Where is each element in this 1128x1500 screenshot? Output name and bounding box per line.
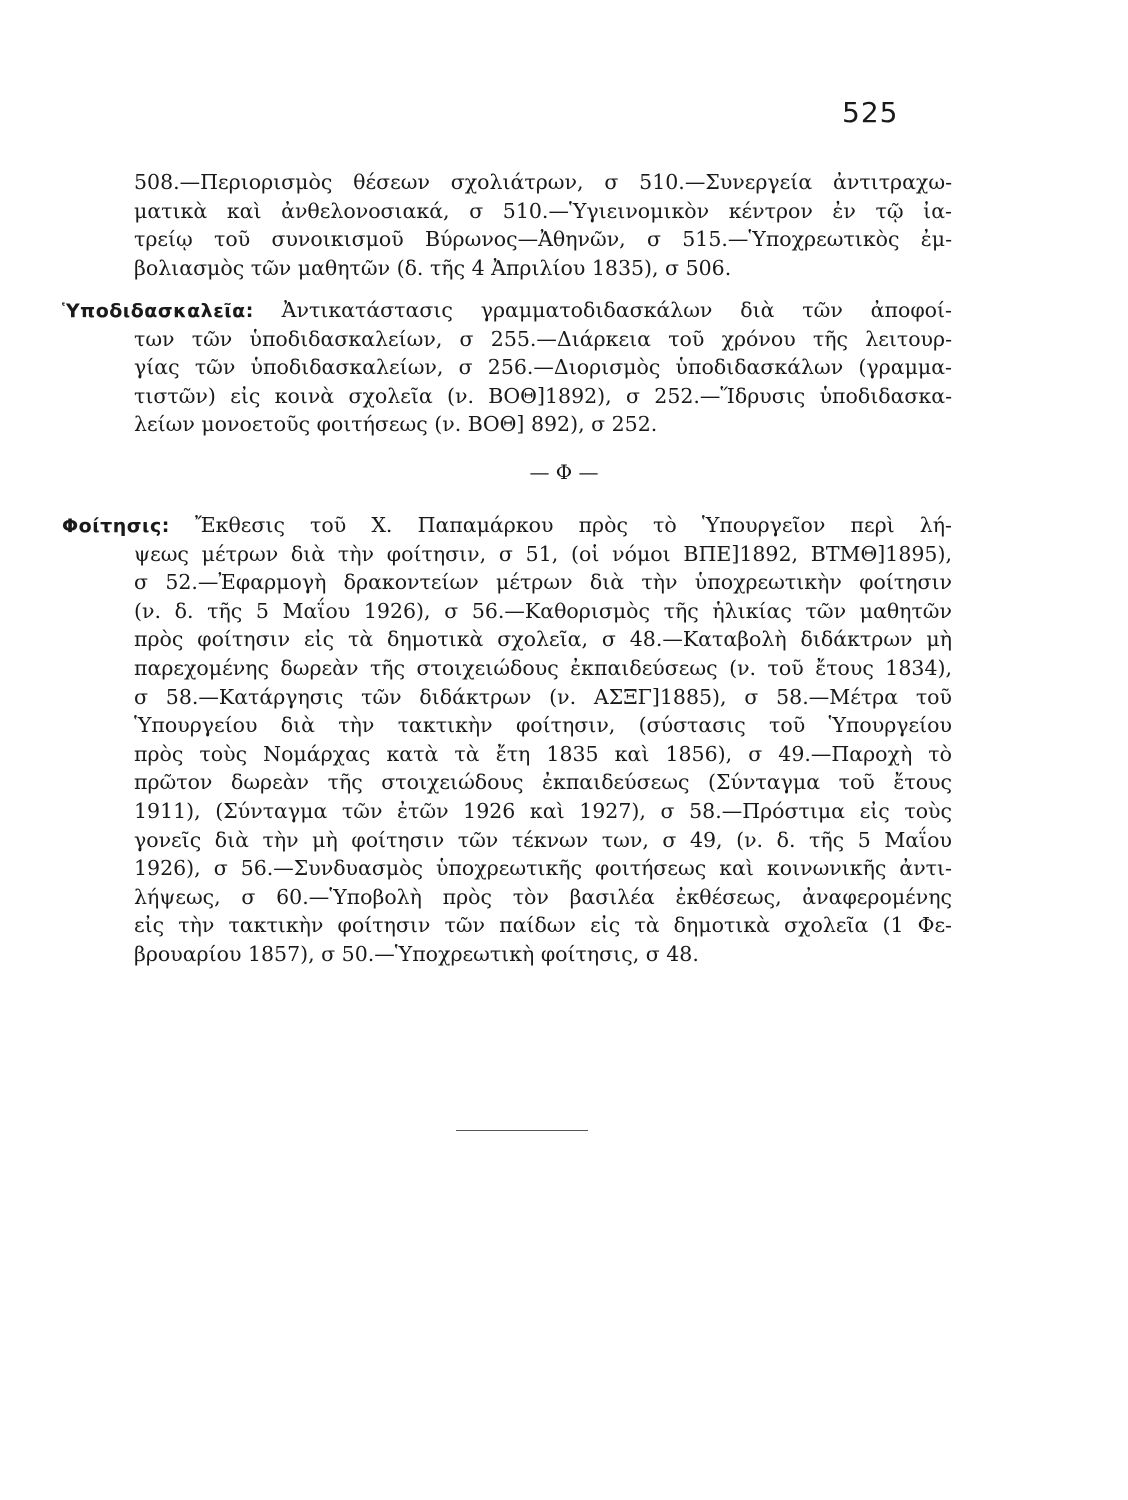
page-number: 525 <box>842 96 899 129</box>
text-line: πρῶτον δωρεὰν τῆς στοιχειώδους ἐκπαιδεύσεως (Σύνταγμα τοῦ ἔτους <box>134 770 952 795</box>
section-divider: — Φ — <box>529 460 599 484</box>
text-line: γονεῖς διὰ τὴν μὴ φοίτησιν τῶν τέκνων των, σ 49, (ν. δ. τῆς 5 Μαΐου <box>134 827 952 852</box>
text-line: Ὑπουργείου διὰ τὴν τακτικὴν φοίτησιν, (σύστασις τοῦ Ὑπουργείου <box>134 713 952 738</box>
text-line: λείων μονοετοῦς φοιτήσεως (ν. ΒΟΘ] 892), σ 252. <box>134 412 658 437</box>
entry-heading: Ὑποδιδασκαλεῖα: <box>62 300 254 322</box>
text-line: σ 52.—Ἐφαρμογὴ δρακοντείων μέτρων διὰ τὴν ὑποχρεωτικὴν φοίτησιν <box>134 570 952 595</box>
text-line: σ 58.—Κατάργησις τῶν διδάκτρων (ν. ΑΣΞΓ]1885), σ 58.—Μέτρα τοῦ <box>134 684 952 709</box>
text-line: βρουαρίου 1857), σ 50.—Ὑποχρεωτικὴ φοίτησις, σ 48. <box>134 941 699 966</box>
text-line: παρεχομένης δωρεὰν τῆς στοιχειώδους ἐκπαιδεύσεως (ν. τοῦ ἔτους 1834), <box>134 655 952 680</box>
entry-ypodidaskaleia-body <box>134 325 952 439</box>
text-line: των τῶν ὑποδιδασκαλείων, σ 255.—Διάρκεια τοῦ χρόνου τῆς λειτουρ- <box>134 326 952 351</box>
text-line: τιστῶν) εἰς κοινὰ σχολεῖα (ν. ΒΟΘ]1892), σ 252.—Ἵδρυσις ὑποδιδασκα- <box>134 383 952 408</box>
text-line: λήψεως, σ 60.—Ὑποβολὴ πρὸς τὸν βασιλέα ἐκθέσεως, ἀναφερομένης <box>134 884 952 909</box>
text-line: ψεως μέτρων διὰ τὴν φοίτησιν, σ 51, (οἱ νόμοι ΒΠΕ]1892, ΒΤΜΘ]1895), <box>134 541 952 566</box>
text-line: τρείῳ τοῦ συνοικισμοῦ Βύρωνος—Ἀθηνῶν, σ 515.—Ὑποχρεωτικὸς ἐμ- <box>134 227 952 252</box>
text-line: βολιασμὸς τῶν μαθητῶν (δ. τῆς 4 Ἀπριλίου 1835), σ 506. <box>134 255 732 280</box>
text-line: 508.—Περιορισμὸς θέσεων σχολιάτρων, σ 510.—Συνεργεία ἀντιτραχω- <box>134 170 952 194</box>
text-line: (ν. δ. τῆς 5 Μαΐου 1926), σ 56.—Καθορισμὸς τῆς ἡλικίας τῶν μαθητῶν <box>134 598 952 623</box>
text-line: 1911), (Σύνταγμα τῶν ἐτῶν 1926 καὶ 1927), σ 58.—Πρόστιμα εἰς τοὺς <box>134 798 952 823</box>
text-line: ματικὰ καὶ ἀνθελονοσιακά, σ 510.—Ὑγιεινομικὸν κέντρον ἐν τῷ ἰα- <box>134 198 952 223</box>
text-line: πρὸς τοὺς Νομάρχας κατὰ τὰ ἔτη 1835 καὶ 1856), σ 49.—Παροχὴ τὸ <box>134 741 952 766</box>
text-line: 1926), σ 56.—Συνδυασμὸς ὑποχρεωτικῆς φοιτήσεως καὶ κοινωνικῆς ἀντι- <box>134 856 952 881</box>
entry-heading: Φοίτησις: <box>62 515 170 537</box>
end-rule <box>456 1130 588 1131</box>
text-line: πρὸς φοίτησιν εἰς τὰ δημοτικὰ σχολεῖα, σ 48.—Καταβολὴ διδάκτρων μὴ <box>134 627 952 652</box>
entry-ypodidaskaleia <box>62 296 952 326</box>
entry-first-line <box>62 296 952 326</box>
entry-first-line <box>62 511 952 541</box>
text-line: εἰς τὴν τακτικὴν φοίτησιν τῶν παίδων εἰς τὰ δημοτικὰ σχολεῖα (1 Φε- <box>134 913 952 938</box>
text-line: γίας τῶν ὑποδιδασκαλείων, σ 256.—Διορισμὸς ὑποδιδασκάλων (γραμμα- <box>134 355 952 380</box>
entry-text: Ἔκθεσις τοῦ Χ. Παπαμάρκου πρὸς τὸ Ὑπουργεῖον περὶ λή- <box>194 513 952 537</box>
entry-foitisis <box>62 511 952 541</box>
continued-entry-block <box>134 168 952 282</box>
entry-text: Ἀντικατάστασις γραμματοδιδασκάλων διὰ τῶν ἀποφοί- <box>281 298 952 322</box>
entry-foitisis-body <box>134 540 952 969</box>
